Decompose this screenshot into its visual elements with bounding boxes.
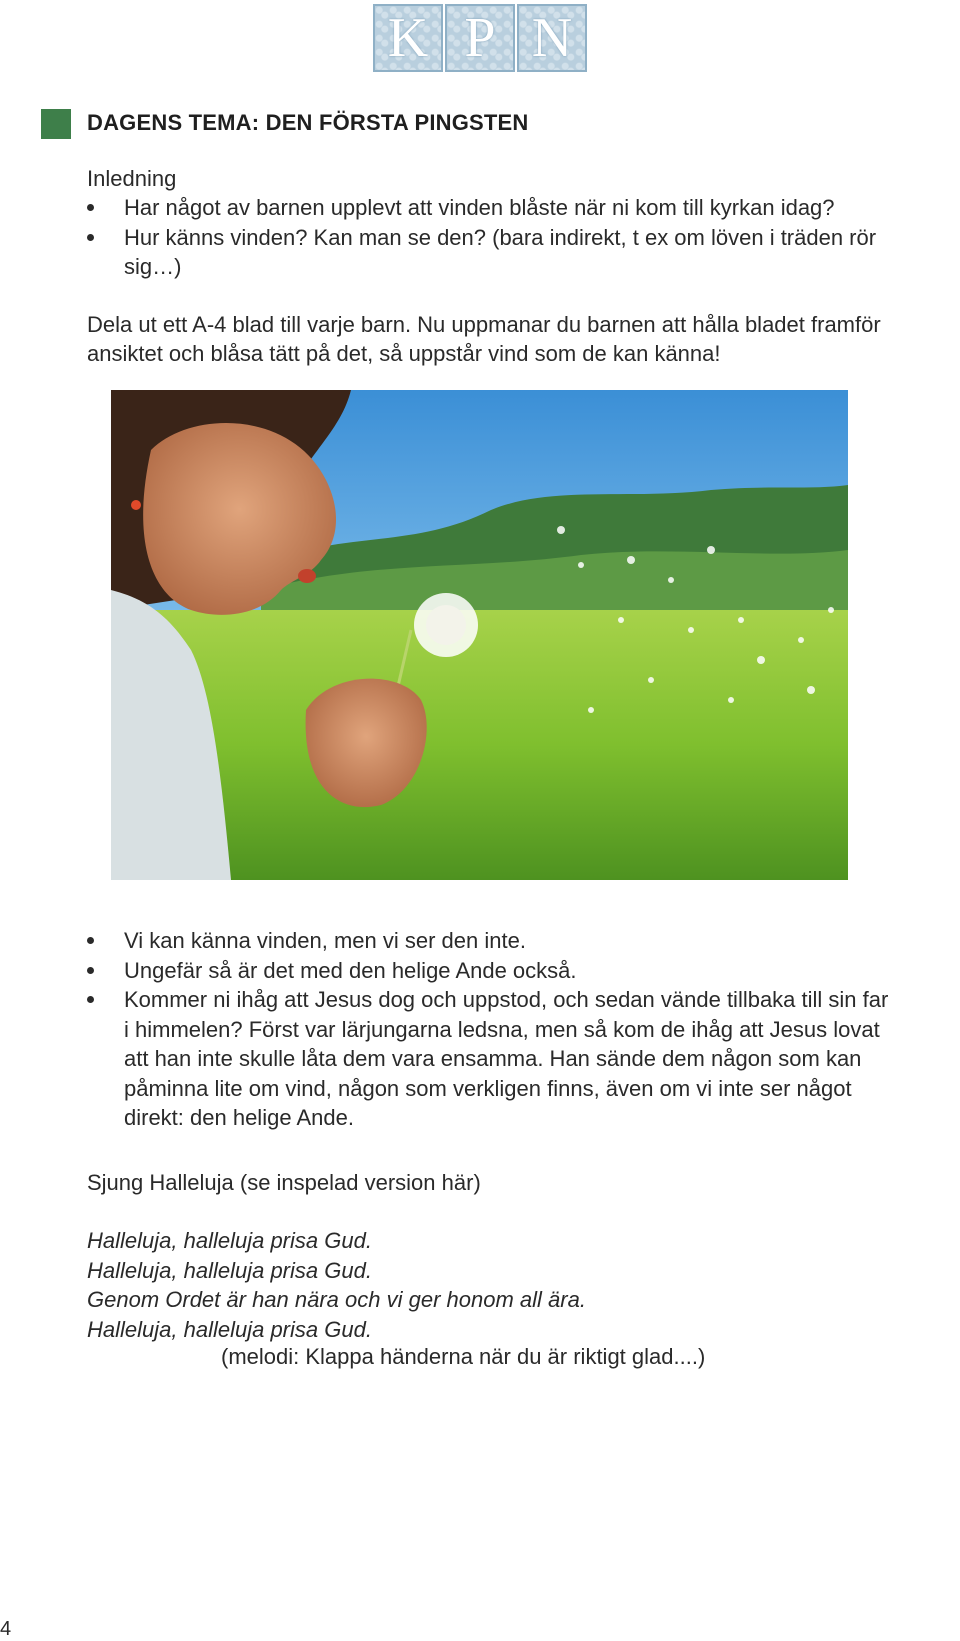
lyric-line: Halleluja, halleluja prisa Gud.	[87, 1257, 372, 1283]
intro-bullet-list	[87, 193, 959, 282]
page-title: DAGENS TEMA: DEN FÖRSTA PINGSTEN	[87, 110, 529, 135]
activity-text-line-1: Dela ut ett A-4 blad till varje barn. Nu uppmanar du barnen att hålla bladet framför	[87, 312, 881, 337]
bullet-icon	[87, 996, 94, 1003]
list-item: Kommer ni ihåg att Jesus dog och uppstod, och sedan vände tillbaka till sin far	[87, 985, 959, 1015]
logo-letter-n: N	[517, 4, 587, 72]
list-item: Ungefär så är det med den helige Ande också.	[87, 956, 959, 986]
song-intro: Sjung Halleluja (se inspelad version här)	[87, 1170, 481, 1195]
activity-text-line-2: ansiktet och blåsa tätt på det, så uppstår vind som de kan känna!	[87, 341, 721, 366]
list-item: Har något av barnen upplevt att vinden blåste när ni kom till kyrkan idag?	[87, 193, 959, 223]
lyric-line: Halleluja, halleluja prisa Gud.	[87, 1228, 372, 1253]
bullet-icon	[87, 937, 94, 944]
list-item-continuation: att han inte skulle låta dem vara ensamma. Han sände dem någon som kan	[124, 1046, 862, 1071]
bullet-icon	[87, 967, 94, 974]
song-lyrics	[87, 1226, 586, 1344]
list-item-continuation: direkt: den helige Ande.	[124, 1105, 354, 1130]
list-item-continuation: påminna lite om vind, någon som verkligen finns, även om vi inte ser något	[124, 1075, 852, 1101]
list-item: Hur känns vinden? Kan man se den? (bara indirekt, t ex om löven i träden rör	[87, 223, 959, 253]
melody-note: (melodi: Klappa händerna när du är riktigt glad....)	[221, 1344, 706, 1369]
intro-heading: Inledning	[87, 166, 177, 191]
list-item: Vi kan känna vinden, men vi ser den inte.	[87, 926, 959, 956]
reflection-bullet-list	[87, 926, 959, 1133]
photo-illustration	[111, 390, 848, 880]
child-blowing-dandelion-photo	[111, 390, 848, 880]
bullet-icon	[87, 234, 94, 241]
kpn-logo	[373, 4, 587, 72]
section-marker	[41, 109, 71, 139]
logo-letter-k: K	[373, 4, 443, 72]
logo-letter-p: P	[445, 4, 515, 72]
lyric-line: Genom Ordet är han nära och vi ger honom all ära.	[87, 1287, 586, 1312]
lyric-line: Halleluja, halleluja prisa Gud.	[87, 1316, 372, 1342]
list-item-continuation: i himmelen? Först var lärjungarna ledsna, men så kom de ihåg att Jesus lovat	[124, 1016, 880, 1042]
page-number: 4	[0, 1618, 12, 1640]
list-item-continuation: sig…)	[124, 254, 182, 279]
bullet-icon	[87, 204, 94, 211]
